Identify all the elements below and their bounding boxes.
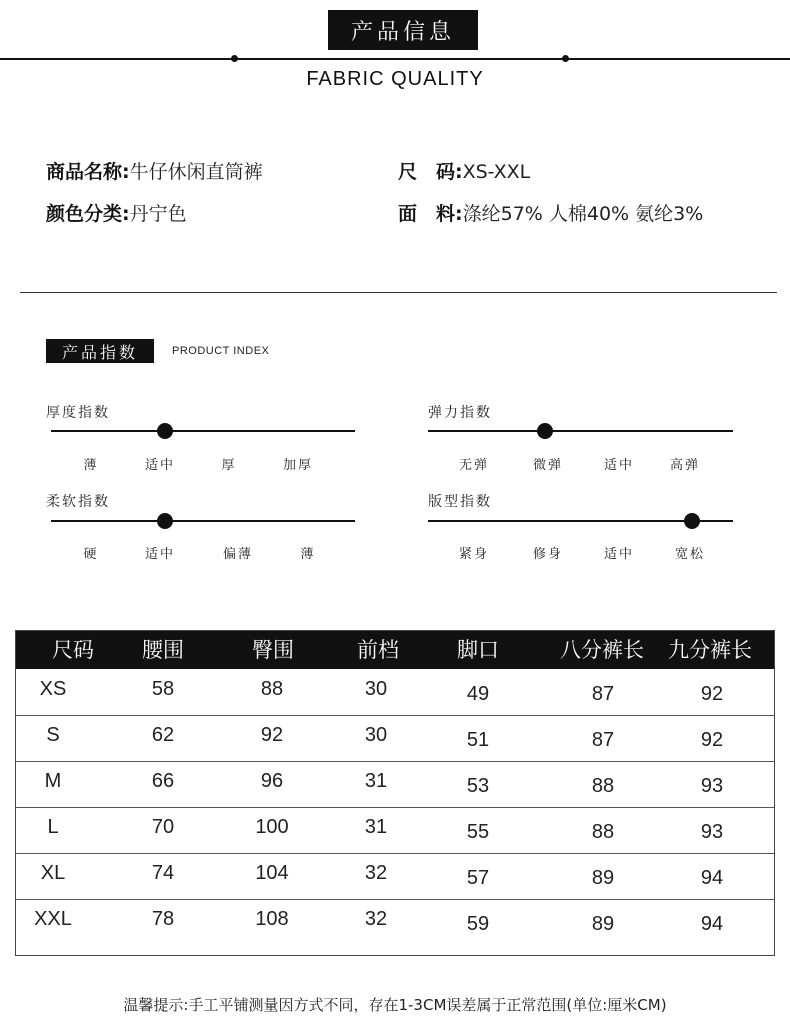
- scale-title: 版型指数: [428, 494, 492, 510]
- table-cell: 92: [260, 724, 284, 746]
- scale-label: 薄: [300, 547, 316, 562]
- scale-indicator: [157, 423, 173, 439]
- scale-indicator: [537, 423, 553, 439]
- measurement-note: 温馨提示:手工平铺测量因方式不同，存在1-3CM误差属于正常范围(单位:厘米CM): [123, 996, 667, 1014]
- scale-track: [428, 430, 733, 432]
- table-cell: 87: [591, 683, 615, 705]
- column-header: 尺码: [52, 638, 94, 662]
- scale-label: 高弹: [669, 458, 700, 473]
- color-value: 丹宁色: [129, 203, 187, 225]
- table-cell: 104: [255, 862, 289, 884]
- scale-label: 宽松: [674, 547, 705, 562]
- table-cell: 94: [700, 867, 724, 889]
- scale-label: 厚: [221, 458, 237, 473]
- scale-title: 弹力指数: [428, 405, 492, 421]
- fabric-row: [398, 199, 703, 226]
- table-cell: 66: [151, 770, 175, 792]
- table-row: [16, 761, 774, 807]
- column-header: 臀围: [252, 638, 294, 662]
- scale-title: 厚度指数: [46, 405, 110, 421]
- column-header: 八分裤长: [560, 638, 644, 662]
- scale-indicator: [684, 513, 700, 529]
- table-cell: 89: [591, 913, 615, 935]
- table-cell: 51: [466, 729, 490, 751]
- scale-label: 微弹: [532, 458, 563, 473]
- scale-track: [51, 520, 355, 522]
- scale-label: 紧身: [458, 547, 489, 562]
- table-cell: 62: [151, 724, 175, 746]
- column-header: 九分裤长: [668, 638, 752, 662]
- table-cell: 30: [364, 724, 388, 746]
- table-cell: 93: [700, 775, 724, 797]
- table-cell: 55: [466, 821, 490, 843]
- table-row: [16, 807, 774, 853]
- scale-label: 加厚: [282, 458, 313, 473]
- table-cell: S: [46, 724, 60, 746]
- table-row: [16, 669, 774, 715]
- size-range-row: [398, 157, 530, 184]
- table-cell: 70: [151, 816, 175, 838]
- section-subtitle: FABRIC QUALITY: [306, 68, 484, 90]
- scale-title: 柔软指数: [46, 494, 110, 510]
- table-cell: 59: [466, 913, 490, 935]
- table-cell: 49: [466, 683, 490, 705]
- table-cell: XS: [39, 678, 67, 700]
- color-label: 颜色分类:: [46, 203, 130, 225]
- info-divider: [20, 292, 777, 293]
- product-index-title: 产品指数: [46, 339, 154, 363]
- table-cell: 32: [364, 908, 388, 930]
- table-cell: 93: [700, 821, 724, 843]
- table-cell: 92: [700, 683, 724, 705]
- table-cell: 100: [255, 816, 289, 838]
- scale-label: 适中: [603, 547, 634, 562]
- fabric-label: 面 料:: [398, 203, 463, 225]
- size-range-value: XS-XXL: [462, 161, 531, 183]
- divider-dot-left: [231, 55, 238, 62]
- column-header: 腰围: [142, 638, 184, 662]
- scale-indicator: [157, 513, 173, 529]
- table-cell: 74: [151, 862, 175, 884]
- table-cell: 89: [591, 867, 615, 889]
- scale-label: 薄: [83, 458, 99, 473]
- table-cell: 57: [466, 867, 490, 889]
- table-cell: 58: [151, 678, 175, 700]
- scale-label: 适中: [144, 547, 175, 562]
- scale-label: 偏薄: [222, 547, 253, 562]
- table-cell: 92: [700, 729, 724, 751]
- scale-label: 无弹: [458, 458, 489, 473]
- table-cell: 88: [591, 821, 615, 843]
- table-cell: L: [47, 816, 59, 838]
- scale-label: 适中: [603, 458, 634, 473]
- scale-label: 硬: [83, 547, 99, 562]
- color-row: [46, 199, 187, 226]
- product-index-subtitle: PRODUCT INDEX: [172, 345, 270, 357]
- table-cell: 31: [364, 770, 388, 792]
- table-cell: 108: [255, 908, 289, 930]
- table-cell: M: [44, 770, 62, 792]
- table-row: [16, 715, 774, 761]
- table-cell: 87: [591, 729, 615, 751]
- size-table-header: [16, 631, 774, 669]
- scale-track: [51, 430, 355, 432]
- table-row: [16, 853, 774, 899]
- column-header: 脚口: [457, 638, 499, 662]
- table-cell: 96: [260, 770, 284, 792]
- product-name-value: 牛仔休闲直筒裤: [129, 161, 263, 183]
- table-cell: 94: [700, 913, 724, 935]
- table-cell: 53: [466, 775, 490, 797]
- column-header: 前档: [357, 638, 399, 662]
- table-cell: 30: [364, 678, 388, 700]
- product-name-row: [46, 157, 263, 184]
- table-cell: 32: [364, 862, 388, 884]
- product-name-label: 商品名称:: [46, 161, 130, 183]
- scale-label: 适中: [144, 458, 175, 473]
- table-cell: XXL: [34, 908, 72, 930]
- table-cell: XL: [40, 862, 66, 884]
- divider-dot-right: [562, 55, 569, 62]
- scale-label: 修身: [532, 547, 563, 562]
- table-cell: 88: [591, 775, 615, 797]
- section-title: 产品信息: [328, 10, 478, 50]
- table-row: [16, 899, 774, 945]
- size-table: [15, 630, 775, 956]
- size-range-label: 尺 码:: [398, 161, 463, 183]
- table-cell: 78: [151, 908, 175, 930]
- table-cell: 31: [364, 816, 388, 838]
- title-divider: [0, 58, 790, 60]
- fabric-value: 涤纶57% 人棉40% 氨纶3%: [462, 203, 704, 225]
- table-cell: 88: [260, 678, 284, 700]
